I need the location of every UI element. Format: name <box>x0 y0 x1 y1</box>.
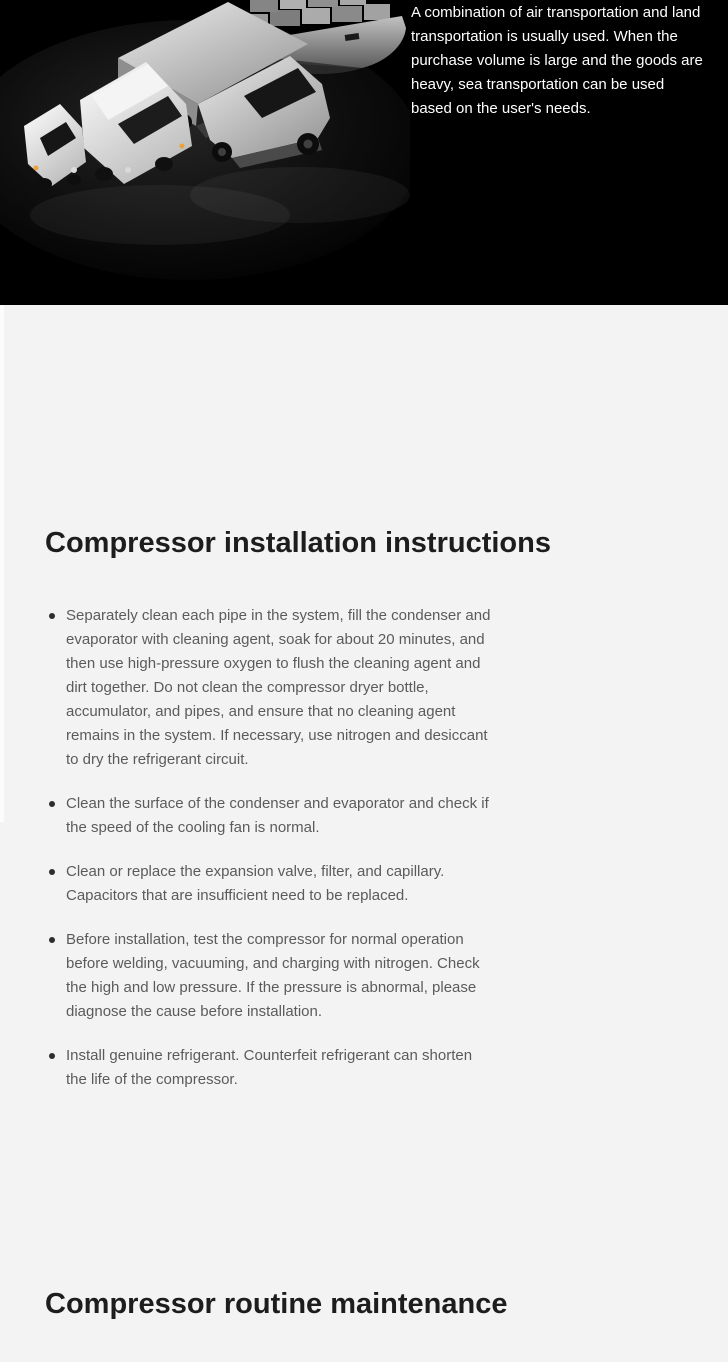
bullet-icon <box>49 613 55 619</box>
list-item <box>45 604 492 772</box>
bullet-icon <box>49 801 55 807</box>
maintenance-section-title: Compressor routine maintenance <box>45 1288 508 1320</box>
hero-caption: A combination of air transportation and land transportation is usually used. When the purchase volume is large and the goods are heavy, sea transportation can be used based on the user's needs. <box>411 4 703 117</box>
bullet-icon <box>49 1053 55 1059</box>
install-section-title: Compressor installation instructions <box>45 527 551 559</box>
list-item-text: Clean or replace the expansion valve, filter, and capillary. Capacitors that are insufficient need to be replaced. <box>66 863 445 904</box>
list-item-text: Separately clean each pipe in the system, fill the condenser and evaporator with cleaning agent, soak for about 20 minutes, and then use high-pressure oxygen to flush the cleaning agent and dirt together. Do not clean the compressor dryer bottle, accumulator, and pipes, and ensure that no cleaning agent remains in the system. If necessary, use nitrogen and desiccant to dry the refrigerant circuit. <box>66 607 491 768</box>
list-item <box>45 1044 492 1092</box>
bullet-icon <box>49 869 55 875</box>
list-item <box>45 860 492 908</box>
bullet-icon <box>49 937 55 943</box>
list-item <box>45 792 492 840</box>
list-item-text: Clean the surface of the condenser and evaporator and check if the speed of the cooling fan is normal. <box>66 795 489 836</box>
hero-section <box>0 0 728 305</box>
page-left-margin <box>0 305 4 822</box>
freight-vehicles-image <box>0 0 410 305</box>
list-item-text: Before installation, test the compressor for normal operation before welding, vacuuming, and charging with nitrogen. Check the high and low pressure. If the pressure is abnormal, please diagnose the cause before installation. <box>66 931 480 1020</box>
content-section <box>0 525 728 1322</box>
install-instruction-list <box>45 604 683 1092</box>
list-item-text: Install genuine refrigerant. Counterfeit refrigerant can shorten the life of the compressor. <box>66 1047 473 1088</box>
list-item <box>45 928 492 1024</box>
